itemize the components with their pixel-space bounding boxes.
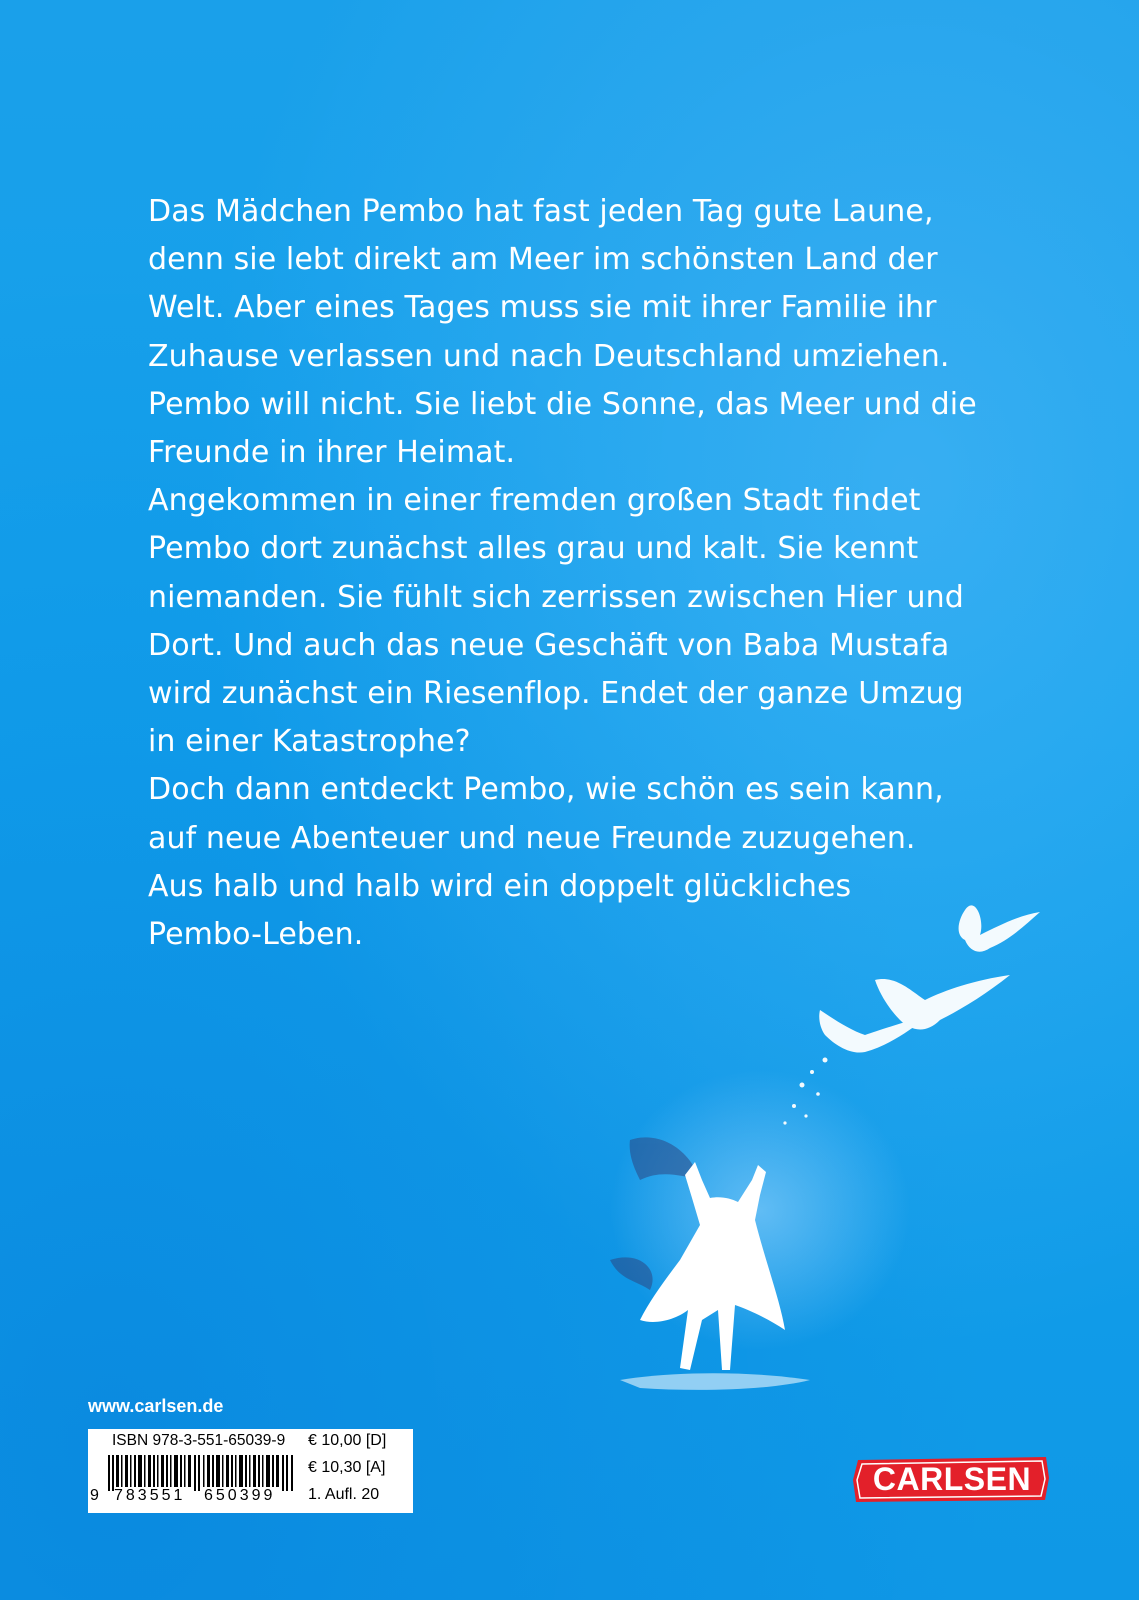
barcode-digits-right: 650399 (204, 1487, 276, 1504)
blurb-line: Dort. Und auch das neue Geschäft von Baba Mustafa (148, 627, 950, 663)
blurb-line: Welt. Aber eines Tages muss sie mit ihrer Familie ihr (148, 290, 937, 326)
blurb-line: Freunde in ihrer Heimat. (148, 435, 516, 471)
blurb-line: Zuhause verlassen und nach Deutschland umziehen. (148, 338, 950, 374)
girl-and-birds-illustration (580, 880, 1080, 1440)
edition-note: 1. Aufl. 20 (308, 1486, 380, 1503)
blurb-line: Pembo will nicht. Sie liebt die Sonne, das Meer und die (148, 386, 977, 422)
blurb-line: Angekommen in einer fremden großen Stadt findet (148, 483, 921, 519)
back-cover-blurb (148, 188, 1008, 959)
price-austria: € 10,30 [A] (308, 1459, 386, 1476)
barcode-icon (108, 1455, 296, 1491)
blurb-line: niemanden. Sie fühlt sich zerrissen zwischen Hier und (148, 579, 964, 615)
blurb-line: Das Mädchen Pembo hat fast jeden Tag gute Laune, (148, 194, 934, 229)
blurb-line: Pembo-Leben. (148, 917, 364, 953)
barcode-digits-left: 783551 (114, 1487, 186, 1504)
isbn-barcode-box (88, 1429, 413, 1513)
blurb-line: wird zunächst ein Riesenflop. Endet der ganze Umzug (148, 676, 964, 712)
publisher-website: www.carlsen.de (88, 1396, 224, 1416)
blurb-line: denn sie lebt direkt am Meer im schönsten Land der (148, 242, 938, 278)
isbn-number: ISBN 978-3-551-65039-9 (112, 1432, 286, 1449)
blurb-line: Doch dann entdeckt Pembo, wie schön es sein kann, (148, 772, 944, 808)
price-germany: € 10,00 [D] (308, 1432, 387, 1449)
blurb-line: auf neue Abenteuer und neue Freunde zuzugehen. (148, 820, 916, 856)
publisher-name: CARLSEN (872, 1461, 1032, 1497)
barcode-digit-first: 9 (90, 1487, 99, 1504)
blurb-line: in einer Katastrophe? (148, 724, 471, 760)
blurb-line: Pembo dort zunächst alles grau und kalt. Sie kennt (148, 531, 919, 567)
publisher-logo (852, 1456, 1052, 1502)
blurb-line: Aus halb und halb wird ein doppelt glückliches (148, 868, 852, 904)
